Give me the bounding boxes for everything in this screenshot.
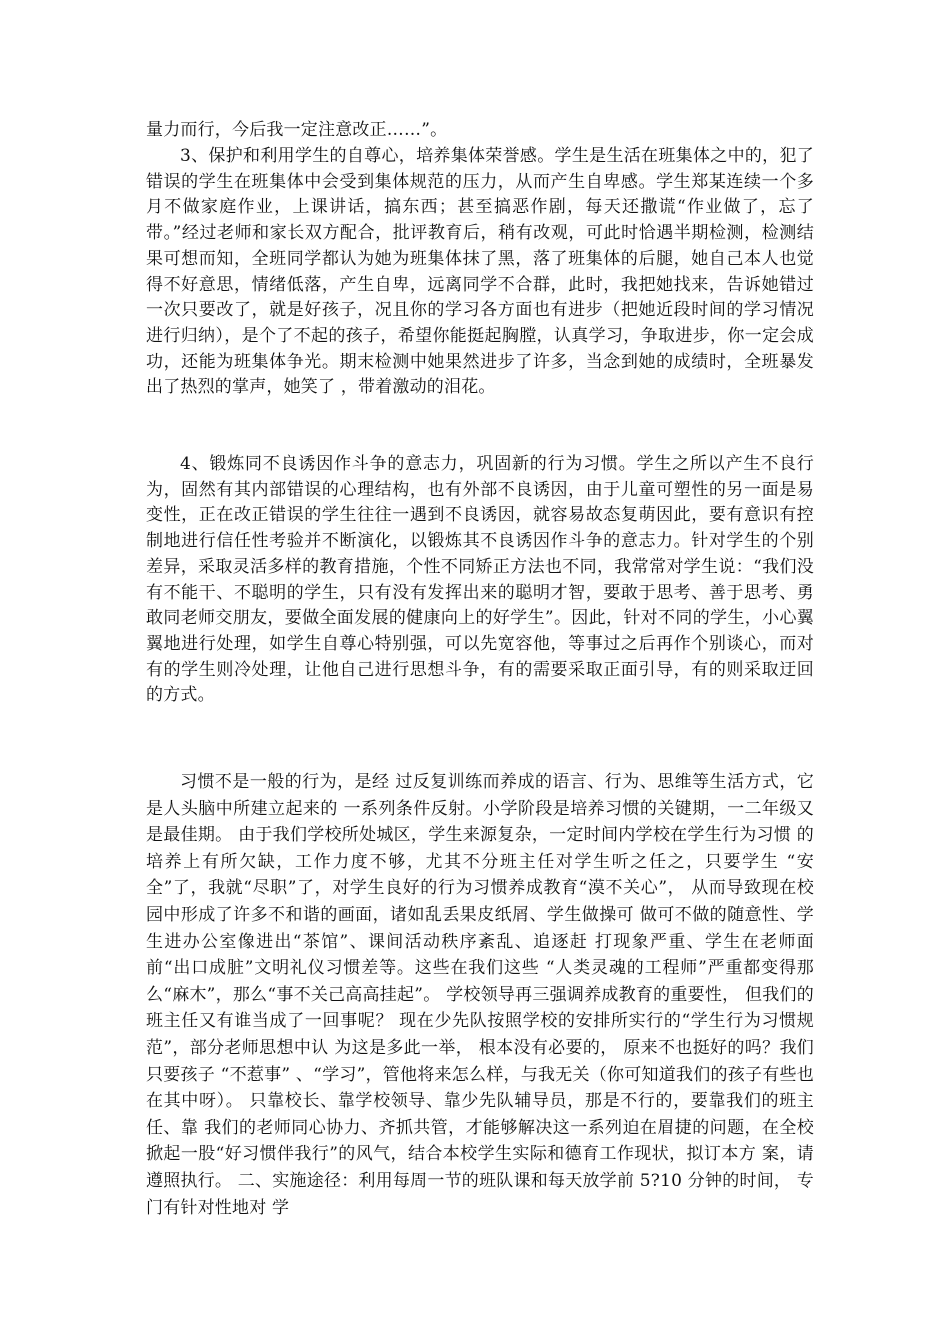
paragraph-habits: 习惯不是一般的行为，是经 过反复训练而养成的语言、行为、思维等生活方式，它是人头脑中所建立起来的 一系列条件反射。小学阶段是培养习惯的关键期，一二年级又是最佳期。 由于我们学校所处城区，学生来源复杂，一定时间内学校在学生行为习惯 的培养上有所欠缺，工作力度不够，尤其不分班主任对学生听之任之，只要学生 “安全”了，我就“尽职”了，对学生良好的行为习惯养成教育“漠不关心”， 从而导致现在校园中形成了许多不和谐的画面，诸如乱丢果皮纸屑、学生做操可 做可不做的随意性、学生进办公室像进出“茶馆”、课间活动秩序紊乱、追逐赶 打现象严重、学生在老师面前“出口成脏”文明礼仪习惯差等。这些在我们这些 “人类灵魂的工程师”严重都变得那么“麻木”，那么“事不关己高高挂起”。 学校领导再三强调养成教育的重要性， 但我们的班主任又有谁当成了一回事呢？ 现在少先队按照学校的安排所实行的“学生行为习惯规范”，部分老师思想中认 为这是多此一举， 根本没有必要的， 原来不也挺好的吗？我们只要孩子 “不惹事” 、“学习”，管他将来怎么样，与我无关（你可知道我们的孩子有些也在其中呀）。 只靠校长、靠学校领导、靠少先队辅导员，那是不行的，要靠我们的班主任、靠 我们的老师同心协力、齐抓共管，才能够解决这一系列迫在眉捷的问题，在全校 掀起一股“好习惯伴我行”的风气，结合本校学生实际和德育工作现状，拟订本方 案，请遵照执行。 二、实施途径：利用每周一节的班队课和每天放学前 5?10 分钟的时间， 专门有针对性地对 学 [146, 772, 814, 1218]
paragraph-self-esteem: 3、保护和利用学生的自尊心，培养集体荣誉感。学生是生活在班集体之中的，犯了错误的学生在班集体中会受到集体规范的压力，从而产生自卑感。学生郑某连续一个多月不做家庭作业，上课讲话，搞东西；甚至搞恶作剧，每天还撒谎“作业做了，忘了带。”经过老师和家长双方配合，批评教育后，稍有改观，可此时恰遇半期检测，检测结果可想而知，全班同学都认为她为班集体抹了黑，落了班集体的后腿，她自己本人也觉得不好意思，情绪低落，产生自卑，远离同学不合群，此时，我把她找来，告诉她错过一次只要改了，就是好孩子，况且你的学习各方面也有进步（把她近段时间的学习情况进行归纳），是个了不起的孩子，希望你能挺起胸膛，认真学习，争取进步，你一定会成功，还能为班集体争光。期末检测中她果然进步了许多，当念到她的成绩时，全班暴发出了热烈的掌声，她笑了 ，带着激动的泪花。 [146, 146, 814, 398]
paragraph-willpower: 4、锻炼同不良诱因作斗争的意志力，巩固新的行为习惯。学生之所以产生不良行为，固然有其内部错误的心理结构，也有外部不良诱因，由于儿童可塑性的另一面是易变性，正在改正错误的学生往往一遇到不良诱因，就容易故态复萌因此，要有意识有控制地进行信任性考验并不断演化，以锻炼其不良诱因作斗争的意志力。针对学生的个别差异，采取灵活多样的教育措施，个性不同矫正方法也不同，我常常对学生说：“我们没有不能干、不聪明的学生，只有没有发挥出来的聪明才智，要敢于思考、善于思考、勇敢同老师交朋友，要做全面发展的健康向上的好学生”。因此，针对不同的学生，小心翼翼地进行处理，如学生自尊心特别强，可以先宽容他，等事过之后再作个别谈心，而对有的学生则冷处理，让他自己进行思想斗争，有的需要采取正面引导，有的则采取迂回的方式。 [146, 454, 814, 706]
paragraph-continuation: 量力而行，今后我一定注意改正……”。 [146, 120, 448, 140]
